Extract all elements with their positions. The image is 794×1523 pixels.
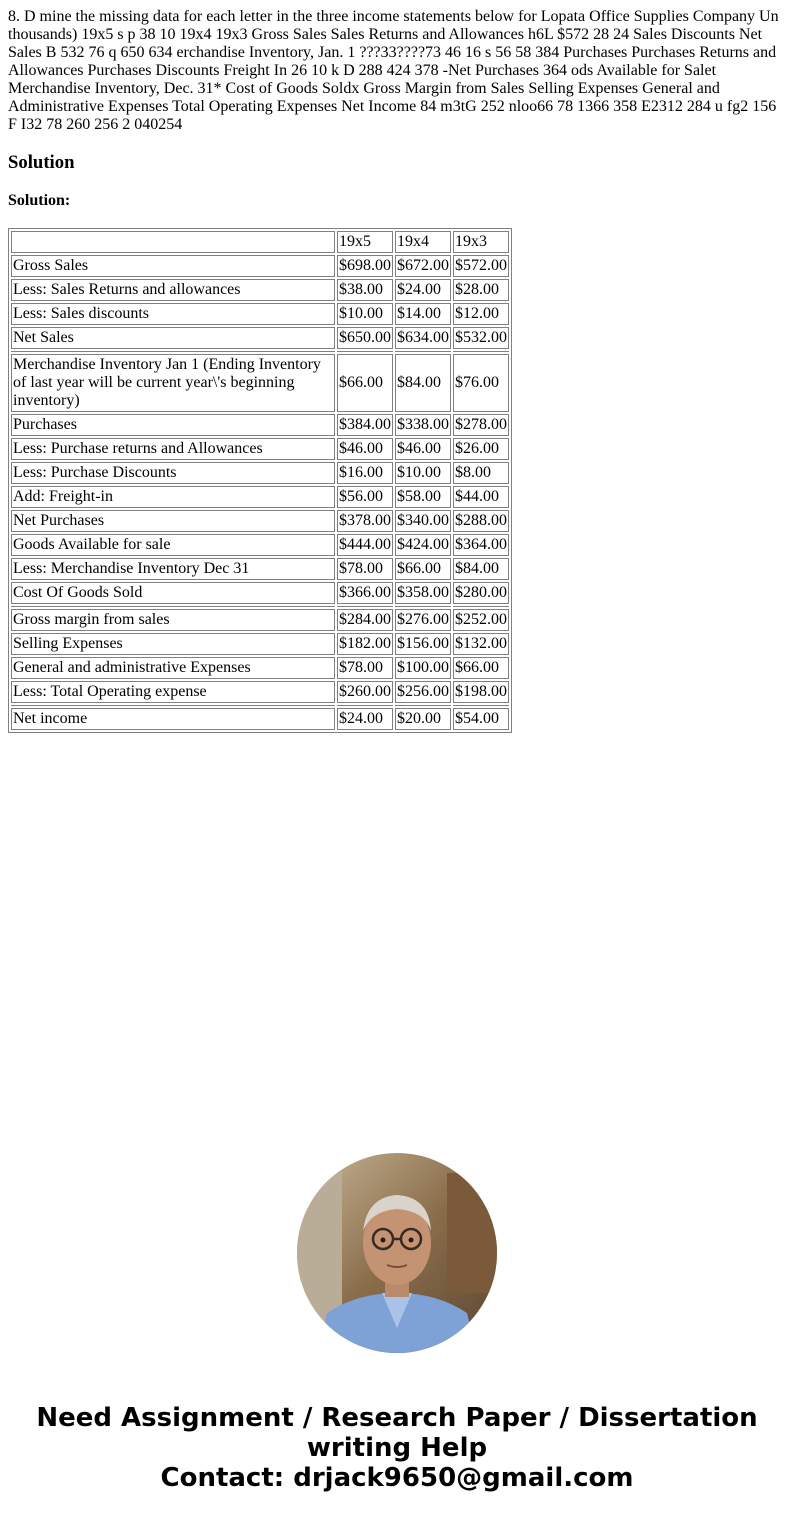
cell-19x3: $198.00: [453, 681, 509, 703]
header-19x3: 19x3: [453, 231, 509, 253]
row-label: Less: Total Operating expense: [11, 681, 335, 703]
table-row: [11, 462, 509, 484]
cell-19x3: $280.00: [453, 582, 509, 604]
table-row: [11, 303, 509, 325]
cell-19x3: $76.00: [453, 354, 509, 412]
row-label: Net Sales: [11, 327, 335, 349]
table-row: [11, 708, 509, 730]
cell-19x3: $44.00: [453, 486, 509, 508]
cell-19x5: $260.00: [337, 681, 393, 703]
cell-19x4: $276.00: [395, 609, 451, 631]
cell-19x5: $24.00: [337, 708, 393, 730]
cell-19x5: $78.00: [337, 657, 393, 679]
cell-19x5: $16.00: [337, 462, 393, 484]
cell-19x3: $8.00: [453, 462, 509, 484]
row-label: Gross Sales: [11, 255, 335, 277]
author-avatar: [297, 1153, 497, 1353]
cell-19x3: $132.00: [453, 633, 509, 655]
cell-19x4: $24.00: [395, 279, 451, 301]
cell-19x3: $12.00: [453, 303, 509, 325]
header-19x4: 19x4: [395, 231, 451, 253]
cell-19x4: $46.00: [395, 438, 451, 460]
row-label: General and administrative Expenses: [11, 657, 335, 679]
table-row: [11, 486, 509, 508]
cell-19x5: $182.00: [337, 633, 393, 655]
footer-banner: [0, 1403, 794, 1493]
question-text: 8. D mine the missing data for each letter in the three income statements below for Lopata Office Supplies Company Un thousands) 19x5 s p 38 10 19x4 19x3 Gross Sales Sales Returns and Allowances h6L $572 28 24 Sales Discounts Net Sales B 532 76 q 650 634 erchandise Inventory, Jan. 1 ???33????73 46 16 s 56 58 384 Purchases Purchases Returns and Allowances Purchases Discounts Freight In 26 10 k D 288 424 378 -Net Purchases 364 ods Available for Salet Merchandise Inventory, Dec. 31* Cost of Goods Soldx Gross Margin from Sales Selling Expenses General and Administrative Expenses Total Operating Expenses Net Income 84 m3tG 252 nloo66 78 1366 358 E2312 284 u fg2 156 F I32 78 260 256 2 040254: [8, 8, 779, 133]
cell-19x4: $256.00: [395, 681, 451, 703]
row-label: Net Purchases: [11, 510, 335, 532]
cell-19x5: $378.00: [337, 510, 393, 532]
row-label: Less: Purchase Discounts: [11, 462, 335, 484]
table-row: [11, 510, 509, 532]
row-label: Less: Purchase returns and Allowances: [11, 438, 335, 460]
cell-19x4: $156.00: [395, 633, 451, 655]
table-row: [11, 582, 509, 604]
cell-19x4: $424.00: [395, 534, 451, 556]
table-row: [11, 657, 509, 679]
table-row: [11, 327, 509, 349]
row-label: Less: Sales discounts: [11, 303, 335, 325]
table-separator: [11, 705, 509, 706]
cell-19x3: $278.00: [453, 414, 509, 436]
cell-19x3: $364.00: [453, 534, 509, 556]
table-row: [11, 414, 509, 436]
table-row: [11, 558, 509, 580]
cell-19x3: $26.00: [453, 438, 509, 460]
cell-19x4: $84.00: [395, 354, 451, 412]
table-header-row: [11, 231, 509, 253]
cell-19x5: $46.00: [337, 438, 393, 460]
cell-19x5: $78.00: [337, 558, 393, 580]
cell-19x5: $650.00: [337, 327, 393, 349]
footer-contact-text: Contact: drjack9650@gmail.com: [160, 1463, 634, 1493]
table-separator: [11, 606, 509, 607]
cell-19x3: $532.00: [453, 327, 509, 349]
cell-19x4: $634.00: [395, 327, 451, 349]
table-row: [11, 279, 509, 301]
cell-19x4: $14.00: [395, 303, 451, 325]
cell-19x5: $66.00: [337, 354, 393, 412]
table-row: [11, 633, 509, 655]
table-row: [11, 438, 509, 460]
cell-19x4: $58.00: [395, 486, 451, 508]
cell-19x5: $38.00: [337, 279, 393, 301]
footer-help-text: Need Assignment / Research Paper / Dissertation writing Help: [36, 1403, 758, 1463]
cell-19x4: $358.00: [395, 582, 451, 604]
cell-19x3: $28.00: [453, 279, 509, 301]
row-label: Less: Sales Returns and allowances: [11, 279, 335, 301]
header-19x5: 19x5: [337, 231, 393, 253]
table-row: [11, 255, 509, 277]
cell-19x4: $66.00: [395, 558, 451, 580]
row-label: Goods Available for sale: [11, 534, 335, 556]
header-blank: [11, 231, 335, 253]
cell-19x3: $252.00: [453, 609, 509, 631]
row-label: Cost Of Goods Sold: [11, 582, 335, 604]
table-separator: [11, 351, 509, 352]
row-label: Selling Expenses: [11, 633, 335, 655]
row-label: Net income: [11, 708, 335, 730]
cell-19x5: $384.00: [337, 414, 393, 436]
cell-19x5: $698.00: [337, 255, 393, 277]
cell-19x5: $56.00: [337, 486, 393, 508]
table-row: [11, 354, 509, 412]
row-label: Merchandise Inventory Jan 1 (Ending Inventory of last year will be current year\'s beginning inventory): [11, 354, 335, 412]
cell-19x3: $572.00: [453, 255, 509, 277]
row-label: Less: Merchandise Inventory Dec 31: [11, 558, 335, 580]
cell-19x3: $288.00: [453, 510, 509, 532]
cell-19x5: $444.00: [337, 534, 393, 556]
table-row: [11, 534, 509, 556]
row-label: Purchases: [11, 414, 335, 436]
cell-19x3: $66.00: [453, 657, 509, 679]
solution-heading: Solution: [8, 152, 75, 173]
cell-19x4: $20.00: [395, 708, 451, 730]
cell-19x5: $10.00: [337, 303, 393, 325]
table-row: [11, 609, 509, 631]
cell-19x4: $338.00: [395, 414, 451, 436]
income-statement-table: [8, 228, 512, 733]
cell-19x4: $340.00: [395, 510, 451, 532]
cell-19x4: $10.00: [395, 462, 451, 484]
author-portrait-icon: [297, 1153, 497, 1353]
cell-19x5: $284.00: [337, 609, 393, 631]
solution-label: Solution:: [8, 192, 71, 209]
cell-19x3: $54.00: [453, 708, 509, 730]
row-label: Add: Freight-in: [11, 486, 335, 508]
row-label: Gross margin from sales: [11, 609, 335, 631]
cell-19x4: $672.00: [395, 255, 451, 277]
table-row: [11, 681, 509, 703]
cell-19x3: $84.00: [453, 558, 509, 580]
cell-19x5: $366.00: [337, 582, 393, 604]
cell-19x4: $100.00: [395, 657, 451, 679]
